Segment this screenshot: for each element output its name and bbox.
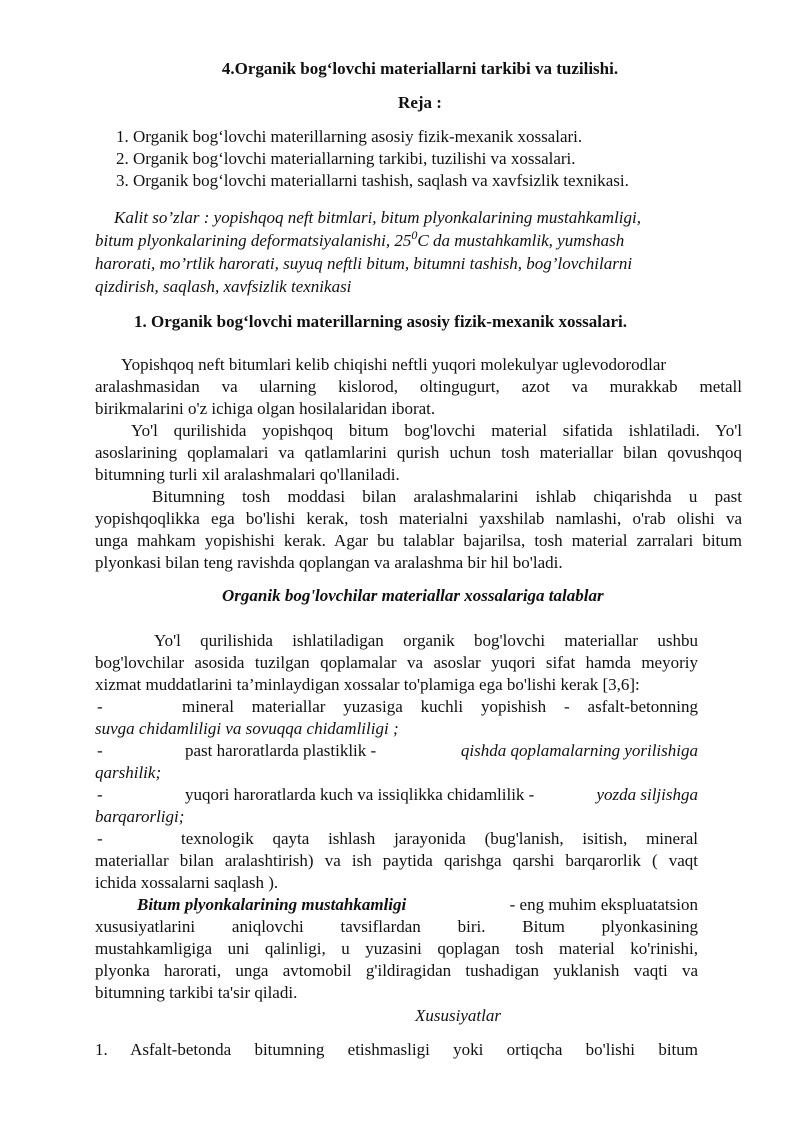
bullet-text: mineral materiallar yuzasiga kuchli yopishish - asfalt-betonning: [182, 697, 698, 716]
paragraph-line: aralashmasidan va ularning kislorod, oltingugurt, azot va murakkab metall: [95, 377, 742, 396]
paragraph-line: plyonka harorati, unga avtomobil g'ildiragidan tushadigan yuklanish vaqti va: [95, 961, 698, 980]
paragraph-line: asoslarining qoplamalari va qatlamlarini qurish uchun tosh materiallar bilan qovushqoq: [95, 443, 742, 462]
section-heading: 1. Organik bog‘lovchi materillarning asosiy fizik-mexanik xossalari.: [134, 312, 628, 331]
document-title: 4.Organik bog‘lovchi materiallarni tarkibi va tuzilishi.: [221, 59, 619, 78]
bullet-continuation: barqarorligi;: [95, 807, 185, 826]
paragraph-line: unga mahkam yopishishi kerak. Agar bu talablar bajarilsa, tosh material zarralari bitum: [95, 531, 742, 550]
bullet-text: [185, 740, 698, 762]
keywords-line: harorati, mo’rtlik harorati, suyuq neftli bitum, bitumni tashish, bog’lovchilarni: [95, 254, 633, 273]
paragraph-line: xususiyatlarini aniqlovchi tavsiflardan biri. Bitum plyonkasining: [95, 917, 698, 936]
keywords-line: [95, 230, 624, 253]
bullet-continuation: suvga chidamliligi va sovuqqa chidamliligi ;: [95, 719, 399, 738]
bullet-dash: -: [97, 829, 103, 848]
term-bitum-plyonkalari: Bitum plyonkalarining mustahkamligi: [137, 895, 407, 914]
bullet-text-italic: yozda siljishga: [596, 785, 698, 804]
text: Yopishqoq neft bitumlari kelib chiqishi neftli yuqori molekulyar uglevodorodlar: [121, 355, 667, 374]
paragraph-line: Yo'l qurilishida yopishqoq bitum bog'lovchi material sifatida ishlatiladi. Yo'l: [131, 421, 742, 440]
plan-item: 3. Organik bog‘lovchi materiallarni tashish, saqlash va xavfsizlik texnikasi.: [116, 171, 629, 190]
paragraph-line: [137, 894, 698, 916]
paragraph-line: yopishqoqlikka ega bo'lishi kerak, tosh materialni yaxshilab namlashi, o'rab olishi va: [95, 509, 742, 528]
bullet-text-plain: past haroratlarda plastiklik -: [185, 741, 381, 760]
paragraph-line: bitumning turli xil aralashmalari qo'llaniladi.: [95, 465, 400, 484]
bullet-dash: -: [97, 697, 103, 716]
keywords-line: Kalit so’zlar : yopishqoq neft bitmlari, bitum plyonkalarining mustahkamligi,: [114, 208, 641, 227]
paragraph-line: mustahkamligiga uni qalinligi, u yuzasini qoplagan tosh material ko'rinishi,: [95, 939, 698, 958]
subheading: Organik bog'lovchilar materiallar xossalariga talablar: [222, 586, 604, 605]
bullet-text: [185, 784, 698, 806]
degree-superscript: 0: [411, 228, 418, 242]
bullet-continuation: materiallar bilan aralashtirish) va ish paytida qarishga qarshi barqarorlik ( vaqt: [95, 851, 698, 870]
keywords-text: C da mustahkamlik, yumshash: [417, 231, 625, 250]
paragraph-line: xizmat muddatlarini ta’minlaydigan xossalar to'plamiga ega bo'lishi kerak [3,6]:: [95, 675, 640, 694]
paragraph-line: bitumning tarkibi ta'sir qiladi.: [95, 983, 298, 1002]
paragraph-line: Bitumning tosh moddasi bilan aralashmalarini ishlab chiqarishda u past: [152, 487, 742, 506]
bullet-continuation: ichida xossalarni saqlash ).: [95, 873, 279, 892]
paragraph-line: plyonkasi bilan teng ravishda qoplangan va aralashma bir hil bo'ladi.: [95, 553, 563, 572]
text: - eng muhim ekspluatatsion: [509, 895, 698, 914]
paragraph-line: [121, 354, 742, 376]
paragraph-line: Yo'l qurilishida ishlatiladigan organik bog'lovchi materiallar ushbu: [154, 631, 698, 650]
bullet-text: texnologik qayta ishlash jarayonida (bug'lanish, isitish, mineral: [181, 829, 698, 848]
properties-heading: Xususiyatlar: [415, 1006, 501, 1025]
plan-label: Reja :: [398, 93, 442, 112]
paragraph-line: bog'lovchilar asosida tuzilgan qoplamalar va asoslar yuqori sifat hamda meyoriy: [95, 653, 698, 672]
bullet-text-plain: yuqori haroratlarda kuch va issiqlikka chidamlilik -: [185, 785, 539, 804]
bullet-dash: -: [97, 785, 103, 804]
plan-item: 2. Organik bog‘lovchi materiallarning tarkibi, tuzilishi va xossalari.: [116, 149, 576, 168]
bullet-continuation: qarshilik;: [95, 763, 162, 782]
keywords-line: qizdirish, saqlash, xavfsizlik texnikasi: [95, 277, 352, 296]
keywords-text: bitum plyonkalarining deformatsiyalanishi, 25: [95, 231, 412, 250]
paragraph-line: 1. Asfalt-betonda bitumning etishmasligi yoki ortiqcha bo'lishi bitum: [95, 1040, 698, 1059]
plan-item: 1. Organik bog‘lovchi materillarning asosiy fizik-mexanik xossalari.: [116, 127, 583, 146]
bullet-text-italic: qishda qoplamalarning yorilishiga: [460, 741, 698, 760]
paragraph-line: birikmalarini o'z ichiga olgan hosilalaridan iborat.: [95, 399, 436, 418]
bullet-dash: -: [97, 741, 103, 760]
